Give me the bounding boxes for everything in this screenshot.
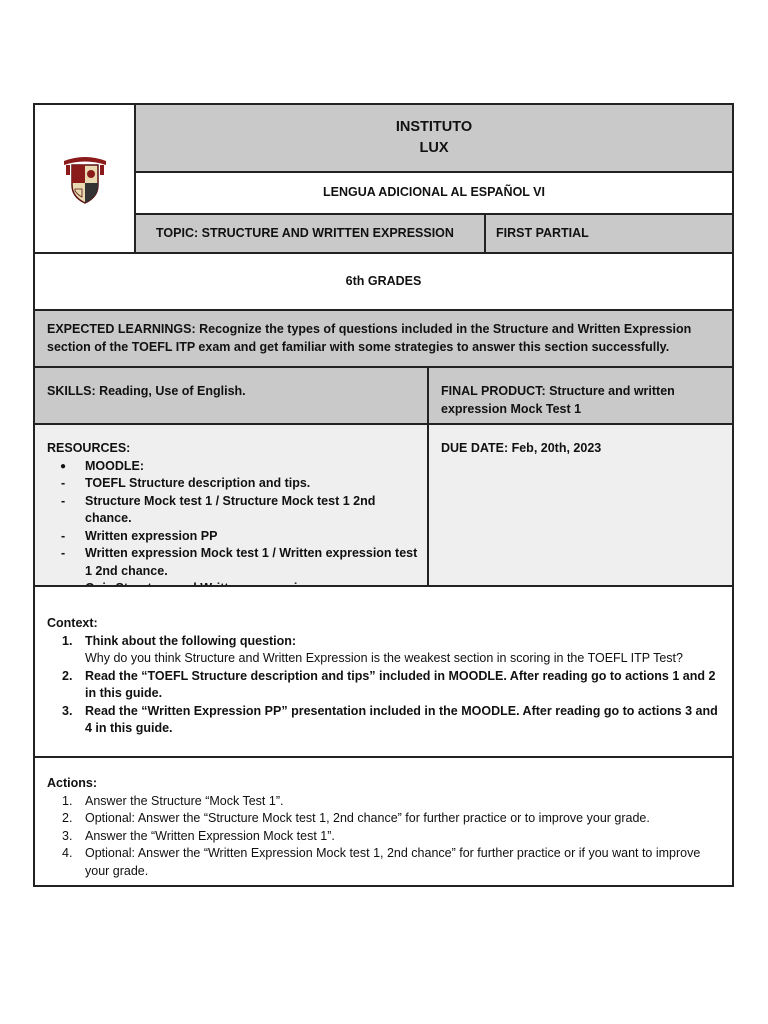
grades-label: 6th GRADES (345, 273, 422, 288)
final-product-cell (427, 366, 734, 425)
action-item: 1. Answer the Structure “Mock Test 1”. (62, 793, 284, 808)
subject-cell (134, 171, 734, 215)
expected-learnings-cell (33, 309, 734, 368)
context-list (47, 633, 724, 738)
resources-cell (33, 423, 429, 587)
topic-cell (134, 213, 486, 254)
resource-item: - Written expression Mock test 1 / Written expression test 1 2nd chance. (47, 545, 421, 580)
due-date-cell (427, 423, 734, 587)
expected-learnings-text: EXPECTED LEARNINGS: Recognize the types of questions included in the Structure and Written Expression section of the TOEFL ITP exam and get familiar with some strategies to answer this section successfully. (47, 322, 692, 354)
due-date-text: DUE DATE: Feb, 20th, 2023 (441, 441, 602, 455)
skills-text: SKILLS: Reading, Use of English. (47, 384, 246, 398)
resources-list (47, 458, 421, 598)
action-item: 2. Optional: Answer the “Structure Mock test 1, 2nd chance” for further practice or to improve your grade. (62, 811, 650, 825)
grades-cell (33, 252, 734, 311)
institute-name-line1: INSTITUTO (395, 119, 473, 135)
subject-title: LENGUA ADICIONAL AL ESPAÑOL VI (322, 185, 545, 200)
action-item: 4. Optional: Answer the “Written Expression Mock test 1, 2nd chance” for further practice or if you want to improve your grade. (62, 846, 701, 878)
resource-item: - TOEFL Structure description and tips. (47, 475, 421, 493)
actions-list (47, 793, 724, 881)
resources-title: RESOURCES: (47, 441, 131, 455)
institute-name-line2: LUX (419, 140, 449, 156)
context-cell (33, 585, 734, 758)
action-item: 3. Answer the “Written Expression Mock test 1”. (62, 828, 335, 843)
partial-label: FIRST PARTIAL (496, 225, 589, 240)
context-item: 1. Think about the following question: Why do you think Structure and Written Expression is the weakest section in scoring in the TOEFL ITP Test? (47, 633, 724, 668)
resource-item: - Structure Mock test 1 / Structure Mock test 1 2nd chance. (47, 493, 421, 528)
logo-cell (33, 103, 136, 254)
school-crest-icon (62, 153, 108, 205)
context-item: 3. Read the “Written Expression PP” presentation included in the MOODLE. After reading go to actions 3 and 4 in this guide. (62, 703, 718, 735)
institute-title (134, 103, 734, 173)
partial-cell (484, 213, 734, 254)
topic-label: TOPIC: STRUCTURE AND WRITTEN EXPRESSION (156, 225, 454, 240)
context-title: Context: (47, 616, 98, 630)
skills-cell (33, 366, 429, 425)
final-product-text: FINAL PRODUCT: Structure and written expression Mock Test 1 (441, 384, 675, 416)
context-question: Why do you think Structure and Written Expression is the weakest section in scoring in the TOEFL ITP Test? (85, 651, 683, 665)
resource-item: ● MOODLE: (47, 458, 421, 476)
resource-item: - Written expression PP (47, 528, 421, 546)
actions-title: Actions: (47, 776, 97, 790)
context-item: 2. Read the “TOEFL Structure description and tips” included in MOODLE. After reading go to actions 1 and 2 in this guide. (62, 668, 716, 700)
actions-cell (33, 756, 734, 887)
